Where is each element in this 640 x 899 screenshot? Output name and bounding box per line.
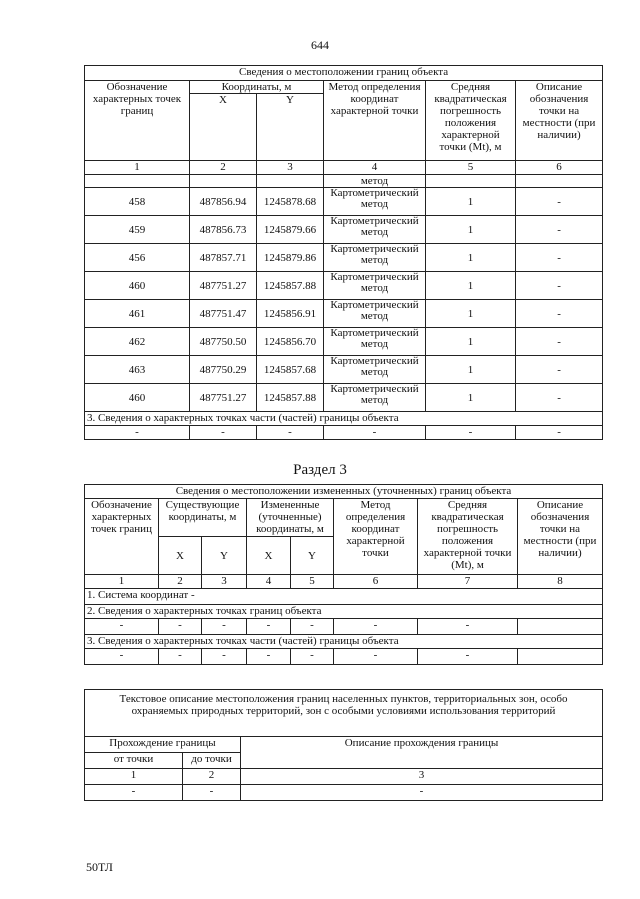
- parts-section-title: 3. Сведения о характерных точках части (частей) границы объекта: [85, 635, 603, 649]
- column-number: 7: [418, 575, 518, 589]
- point-id: 459: [85, 216, 190, 244]
- header-description: Описание обозначения точки на местности (при наличии): [516, 81, 603, 161]
- method-cell: Картометрический метод: [324, 188, 426, 216]
- empty-cell: -: [159, 649, 202, 665]
- header-error: Средняя квадратическая погрешность положения характерной точки (Mt), м: [418, 499, 518, 575]
- header-changed-coords: Измененные (уточненные) координаты, м: [247, 499, 334, 537]
- header-designation: Обозначение характерных точек границ: [85, 81, 190, 161]
- table-row: [85, 244, 603, 272]
- empty-cell: -: [85, 426, 190, 440]
- table-row: [85, 300, 603, 328]
- method-cell: Картометрический метод: [324, 244, 426, 272]
- method-cell: Картометрический метод: [324, 300, 426, 328]
- header-x: X: [247, 537, 291, 575]
- header-to-point: до точки: [183, 753, 241, 769]
- empty-cell: -: [202, 649, 247, 665]
- column-number: 2: [190, 161, 257, 175]
- coord-x: 487751.47: [190, 300, 257, 328]
- point-id: 463: [85, 356, 190, 384]
- column-number: 8: [518, 575, 603, 589]
- column-number: 4: [324, 161, 426, 175]
- header-existing-coords: Существующие координаты, м: [159, 499, 247, 537]
- method-cell: Картометрический метод: [324, 356, 426, 384]
- column-number: 3: [241, 769, 603, 785]
- header-coordinates: Координаты, м: [190, 81, 324, 94]
- point-id: 458: [85, 188, 190, 216]
- table-row: [85, 619, 603, 635]
- table-title: Сведения о местоположении измененных (уточненных) границ объекта: [85, 485, 603, 499]
- column-number: 4: [247, 575, 291, 589]
- empty-cell: -: [85, 619, 159, 635]
- description-value: -: [516, 300, 603, 328]
- point-id: 461: [85, 300, 190, 328]
- header-method: Метод определения координат характерной точки: [334, 499, 418, 575]
- empty-cell: -: [241, 785, 603, 801]
- coordinate-system: 1. Система координат -: [85, 589, 603, 605]
- empty-cell: -: [291, 619, 334, 635]
- header-error: Средняя квадратическая погрешность положения характерной точки (Mt), м: [426, 81, 516, 161]
- empty-cell: -: [159, 619, 202, 635]
- section-heading: Раздел 3: [293, 462, 347, 478]
- column-number: 3: [202, 575, 247, 589]
- empty-cell: -: [334, 619, 418, 635]
- boundary-table: [84, 65, 603, 440]
- description-value: -: [516, 384, 603, 412]
- table-row: [85, 426, 603, 440]
- error-value: 1: [426, 328, 516, 356]
- coord-y: 1245857.68: [257, 356, 324, 384]
- header-passage-description: Описание прохождения границы: [241, 737, 603, 769]
- table-row: [85, 216, 603, 244]
- coord-y: 1245878.68: [257, 188, 324, 216]
- empty-cell: -: [324, 426, 426, 440]
- header-y: Y: [257, 94, 324, 161]
- text-description-table: [84, 689, 603, 801]
- footer-code: 50ТЛ: [86, 860, 113, 874]
- point-id: 456: [85, 244, 190, 272]
- chars-section-title: 2. Сведения о характерных точках границ объекта: [85, 605, 603, 619]
- coord-x: 487856.73: [190, 216, 257, 244]
- changed-boundary-table: [84, 484, 603, 665]
- empty-cell: -: [247, 619, 291, 635]
- error-value: 1: [426, 216, 516, 244]
- header-y: Y: [202, 537, 247, 575]
- description-value: -: [516, 244, 603, 272]
- continued-method: метод: [324, 175, 426, 188]
- column-number: 5: [291, 575, 334, 589]
- empty-cell: -: [516, 426, 603, 440]
- header-from-point: от точки: [85, 753, 183, 769]
- table-row: [85, 272, 603, 300]
- table-row: [85, 188, 603, 216]
- column-number: 3: [257, 161, 324, 175]
- error-value: 1: [426, 300, 516, 328]
- coord-x: 487857.71: [190, 244, 257, 272]
- header-y: Y: [291, 537, 334, 575]
- empty-cell: -: [247, 649, 291, 665]
- column-number: 6: [516, 161, 603, 175]
- coord-y: 1245857.88: [257, 384, 324, 412]
- coord-x: 487751.27: [190, 272, 257, 300]
- column-number: 1: [85, 575, 159, 589]
- error-value: 1: [426, 244, 516, 272]
- coord-y: 1245856.91: [257, 300, 324, 328]
- column-number: 1: [85, 769, 183, 785]
- table-row: [85, 328, 603, 356]
- description-value: -: [516, 328, 603, 356]
- table-title: Сведения о местоположении границ объекта: [85, 66, 603, 81]
- parts-section-title: 3. Сведения о характерных точках части (частей) границы объекта: [85, 412, 603, 426]
- error-value: 1: [426, 356, 516, 384]
- point-id: 460: [85, 272, 190, 300]
- header-designation: Обозначение характерных точек границ: [85, 499, 159, 575]
- method-cell: Картометрический метод: [324, 272, 426, 300]
- column-number: 1: [85, 161, 190, 175]
- header-x: X: [190, 94, 257, 161]
- point-id: 462: [85, 328, 190, 356]
- coord-y: 1245856.70: [257, 328, 324, 356]
- header-passage: Прохождение границы: [85, 737, 241, 753]
- column-number: 5: [426, 161, 516, 175]
- empty-cell: -: [418, 649, 518, 665]
- coord-x: 487856.94: [190, 188, 257, 216]
- table-row: [85, 649, 603, 665]
- empty-cell: -: [85, 649, 159, 665]
- header-x: X: [159, 537, 202, 575]
- empty-cell: -: [426, 426, 516, 440]
- error-value: 1: [426, 272, 516, 300]
- description-value: -: [516, 356, 603, 384]
- coord-y: 1245857.88: [257, 272, 324, 300]
- description-value: -: [516, 272, 603, 300]
- empty-cell: -: [257, 426, 324, 440]
- column-number: 2: [183, 769, 241, 785]
- coord-x: 487750.50: [190, 328, 257, 356]
- method-cell: Картометрический метод: [324, 328, 426, 356]
- header-description: Описание обозначения точки на местности (при наличии): [518, 499, 603, 575]
- error-value: 1: [426, 188, 516, 216]
- page-number: 644: [311, 38, 329, 52]
- error-value: 1: [426, 384, 516, 412]
- empty-cell: -: [202, 619, 247, 635]
- header-method: Метод определения координат характерной точки: [324, 81, 426, 161]
- empty-cell: -: [85, 785, 183, 801]
- coord-x: 487750.29: [190, 356, 257, 384]
- point-id: 460: [85, 384, 190, 412]
- coord-y: 1245879.66: [257, 216, 324, 244]
- column-number: 6: [334, 575, 418, 589]
- column-number: 2: [159, 575, 202, 589]
- coord-x: 487751.27: [190, 384, 257, 412]
- empty-cell: -: [418, 619, 518, 635]
- table-row: [85, 356, 603, 384]
- table-row: [85, 785, 603, 801]
- coord-y: 1245879.86: [257, 244, 324, 272]
- table-title: Текстовое описание местоположения границ населенных пунктов, территориальных зон, особо охраняемых природных территорий, зон с особыми условиями использования территорий: [85, 690, 603, 737]
- description-value: -: [516, 188, 603, 216]
- description-value: -: [516, 216, 603, 244]
- empty-cell: -: [291, 649, 334, 665]
- empty-cell: -: [183, 785, 241, 801]
- method-cell: Картометрический метод: [324, 384, 426, 412]
- table-row: [85, 384, 603, 412]
- empty-cell: -: [190, 426, 257, 440]
- empty-cell: -: [334, 649, 418, 665]
- method-cell: Картометрический метод: [324, 216, 426, 244]
